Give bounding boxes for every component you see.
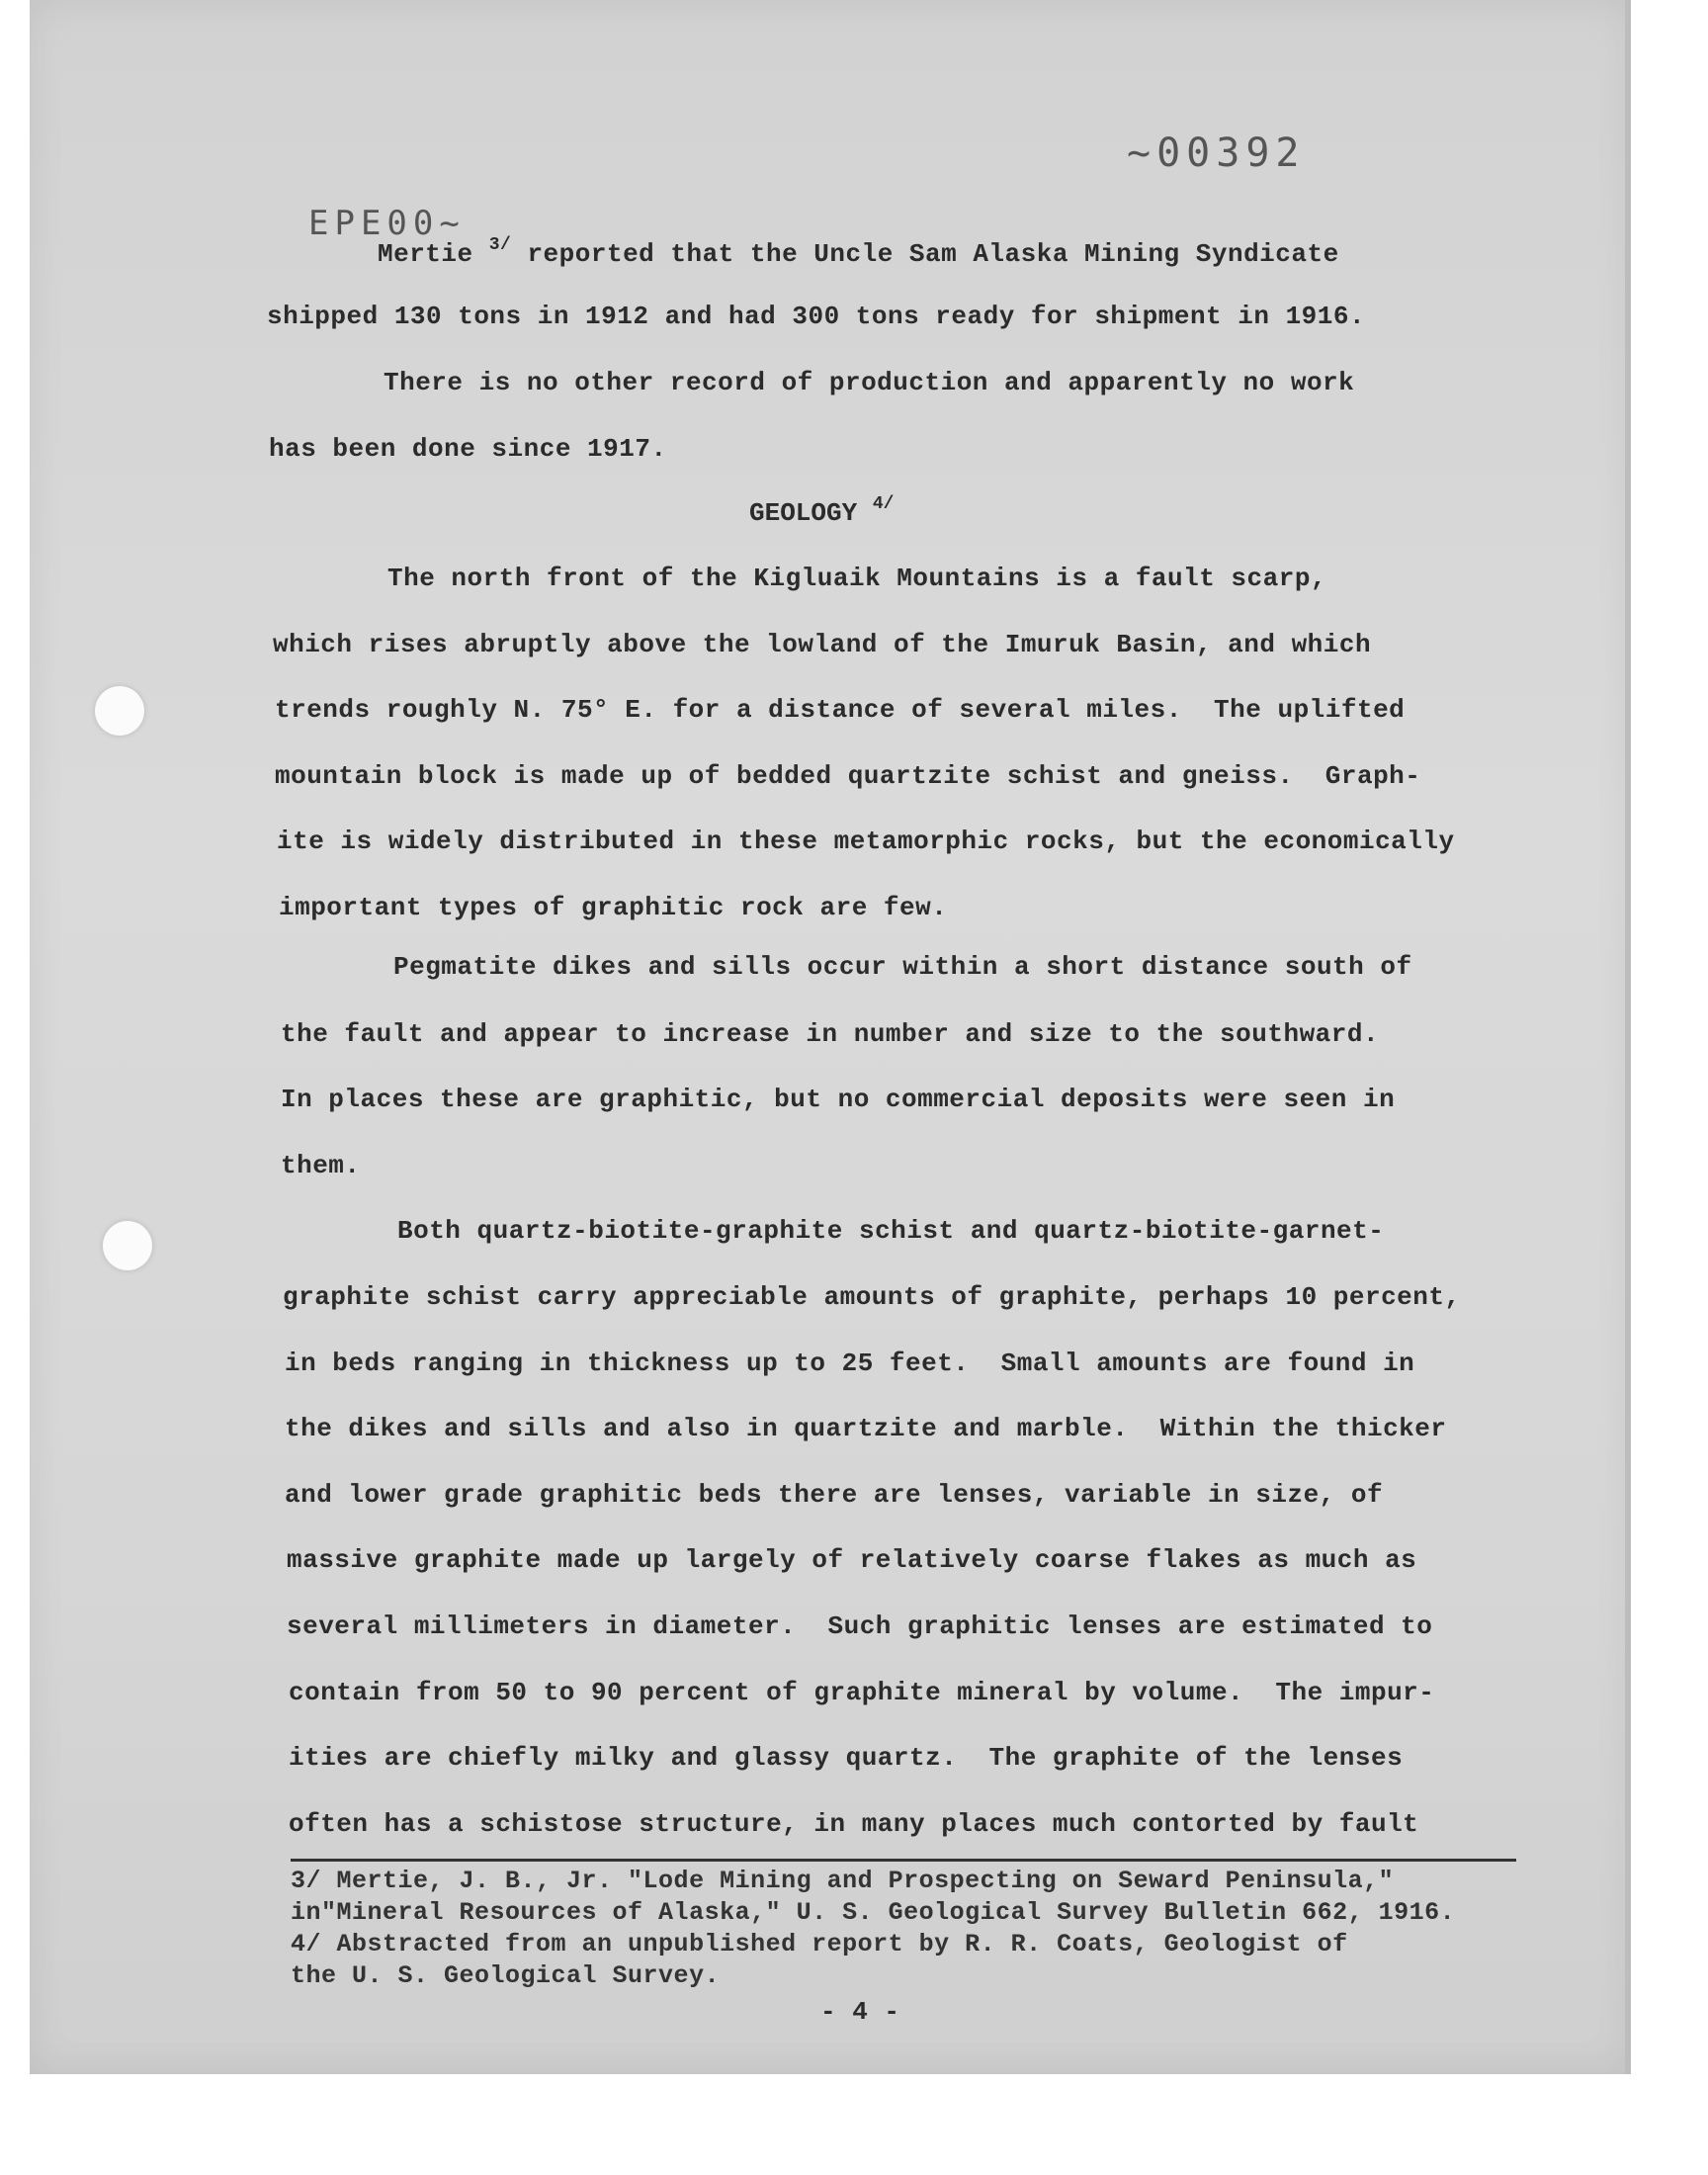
document-page (30, 0, 1631, 2074)
paragraph-line: several millimeters in diameter. Such graphitic lenses are estimated to (287, 1611, 1433, 1641)
footnote-line: in"Mineral Resources of Alaska," U. S. Geological Survey Bulletin 662, 1916. (291, 1898, 1456, 1927)
paragraph-line: Both quartz-biotite-graphite schist and quartz-biotite-garnet- (397, 1216, 1385, 1246)
paragraph-line: There is no other record of production and apparently no work (384, 368, 1355, 397)
heading-title: GEOLOGY (749, 498, 858, 528)
paragraph-line: trends roughly N. 75° E. for a distance of several miles. The uplifted (275, 695, 1406, 725)
page-number: - 4 - (820, 1997, 900, 2027)
paragraph-line: mountain block is made up of bedded quartzite schist and gneiss. Graph- (275, 761, 1421, 791)
footnote-ref: 4/ (872, 494, 895, 514)
paragraph-line (378, 235, 1339, 269)
document-number-stamp-secondary: EPE00~ (308, 204, 466, 243)
punch-hole-bottom (103, 1221, 152, 1270)
punch-hole-top (95, 686, 144, 736)
section-heading (749, 494, 894, 528)
paragraph-line: shipped 130 tons in 1912 and had 300 tons ready for shipment in 1916. (267, 302, 1366, 331)
footnote-line: the U. S. Geological Survey. (291, 1961, 721, 1990)
paragraph-line: and lower grade graphitic beds there are lenses, variable in size, of (285, 1480, 1384, 1510)
paragraph-line: graphite schist carry appreciable amounts of graphite, perhaps 10 percent, (283, 1282, 1461, 1312)
paragraph-line: has been done since 1917. (269, 434, 667, 464)
paragraph-line: important types of graphitic rock are few. (279, 893, 948, 922)
paragraph-line: which rises abruptly above the lowland of the Imuruk Basin, and which (273, 630, 1372, 659)
footnote-divider (291, 1859, 1516, 1862)
paragraph-line: ities are chiefly milky and glassy quartz. The graphite of the lenses (289, 1743, 1404, 1773)
paragraph-line: Pegmatite dikes and sills occur within a short distance south of (393, 952, 1412, 982)
paragraph-line: the fault and appear to increase in number and size to the southward. (281, 1019, 1380, 1049)
paragraph-line: The north front of the Kigluaik Mountains is a fault scarp, (387, 564, 1327, 593)
author-name: Mertie (378, 239, 473, 269)
footnote-line: 3/ Mertie, J. B., Jr. "Lode Mining and Prospecting on Seward Peninsula," (291, 1867, 1395, 1895)
paragraph-line: massive graphite made up largely of relatively coarse flakes as much as (287, 1545, 1417, 1575)
paragraph-line: ite is widely distributed in these metamorphic rocks, but the economically (277, 826, 1455, 856)
paragraph-text: reported that the Uncle Sam Alaska Mining Syndicate (527, 239, 1339, 269)
footnote-ref: 3/ (488, 235, 512, 255)
footnote-line: 4/ Abstracted from an unpublished report by R. R. Coats, Geologist of (291, 1930, 1348, 1958)
paragraph-line: often has a schistose structure, in many places much contorted by fault (289, 1809, 1419, 1839)
paragraph-line: contain from 50 to 90 percent of graphite mineral by volume. The impur- (289, 1678, 1435, 1707)
document-number-stamp: ~00392 (1127, 130, 1306, 176)
paragraph-line: the dikes and sills and also in quartzite and marble. Within the thicker (285, 1414, 1447, 1443)
paragraph-line: In places these are graphitic, but no commercial deposits were seen in (281, 1085, 1396, 1114)
paragraph-line: them. (281, 1151, 361, 1180)
paragraph-line: in beds ranging in thickness up to 25 feet. Small amounts are found in (285, 1348, 1415, 1378)
